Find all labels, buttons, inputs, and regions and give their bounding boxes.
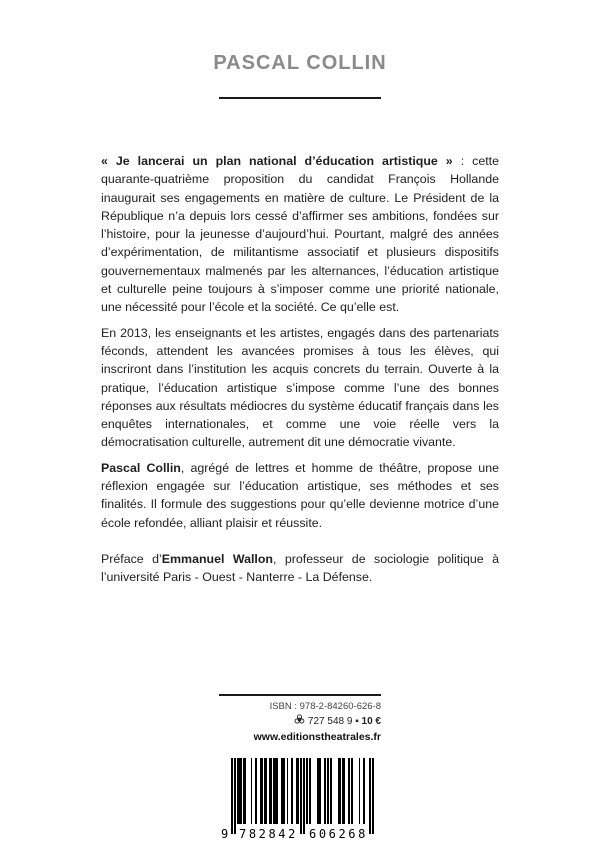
blurb-paragraph-2: En 2013, les enseignants et les artistes, engagés dans des partenariats féconds, attendent les avancées promises à tous les élèves, qui inscriront dans l’institution les acquis concrets du terrain. Ouverte à la pratique, l’éducation artistique s’impose comme l’une des bonnes réponses aux résultats médiocres du système éducatif français dans les enquêtes internationales, et comme une voie réelle vers la démocratisation culturelle, autrement dit une démocratie vivante. (101, 325, 499, 450)
barcode-bar (309, 758, 311, 824)
blurb-paragraph-3: Pascal Collin, agrégé de lettres et homme de théâtre, propose une réflexion engagée sur l’éducation artistique, ses méthodes et ses finalités. Il formule des suggestions pour qu’elle devienne motrice d’une école refondée, alliant plaisir et réussite. (101, 460, 499, 530)
product-code-number: 727 548 9 (307, 716, 353, 727)
barcode-guard-bar (300, 758, 302, 834)
barcode-bar (359, 758, 361, 824)
price-bullet: ▪ (355, 716, 359, 727)
barcode-bar (270, 758, 272, 824)
barcode-bar (284, 758, 286, 824)
barcode-bar (291, 758, 293, 824)
publication-info (219, 694, 381, 844)
barcode-bar (297, 758, 299, 824)
author-name: PASCAL COLLIN (213, 52, 387, 74)
barcode-bar (348, 758, 350, 824)
barcode-first-digit: 9 (221, 827, 229, 841)
barcode-right-group: 606268 (309, 827, 368, 841)
barcode-bar (330, 758, 332, 824)
barcode-bar (287, 758, 289, 824)
preface-note: Préface d’Emmanuel Wallon, professeur de sociologie politique à l’université Paris - Ouest - Nanterre - La Défense. (101, 551, 499, 585)
price: 10 € (361, 716, 381, 727)
barcode-bar (240, 758, 242, 824)
barcode-guard-bar (234, 758, 236, 834)
isbn: ISBN : 978-2-84260-626-8 (269, 701, 381, 712)
blurb (101, 152, 499, 594)
barcode-bar (255, 758, 257, 824)
barcode-bar (351, 758, 353, 824)
publisher-website: www.editionstheatrales.fr (253, 731, 381, 743)
barcode-bar (363, 758, 365, 824)
barcode-bar (261, 758, 263, 824)
barcode-bar (251, 758, 253, 824)
biohazard-icon (294, 714, 305, 725)
blurb-paragraph-1: « Je lancerai un plan national d’éducation artistique » : cette quarante-quatrième proposition du candidat François Hollande inaugurait ses engagements en matière de culture. Le Président de la République n’a depuis lors cessé d’affirmer ses ambitions, fondées sur l’histoire, pour la jeunesse d’aujourd’hui. Pourtant, malgré des années d’expérimentation, de militantisme associatif et plusieurs dispositifs gouvernementaux malmenés par les alternances, l’éducation artistique et culturelle peine toujours à s’imposer comme une priorité nationale, une nécessité pour l’école et la société. Ce qu’elle est. (101, 154, 499, 315)
barcode-bar (306, 758, 308, 824)
barcode-left-group: 782842 (239, 827, 298, 841)
barcode-guard-bar (231, 758, 233, 834)
barcode-guard-bar (372, 758, 374, 834)
barcode-bar (266, 758, 268, 824)
barcode-bar (245, 758, 247, 824)
product-code (219, 714, 381, 727)
barcode-guard-bar (369, 758, 371, 834)
barcode-bar (327, 758, 329, 824)
title-divider (219, 97, 381, 99)
barcode-bar (320, 758, 322, 824)
barcode-bar (276, 758, 278, 824)
barcode-bar (344, 758, 346, 824)
preface-author: Emmanuel Wallon (161, 551, 273, 566)
barcode-bar (324, 758, 326, 824)
barcode-bar (339, 758, 341, 824)
campaign-quote: « Je lancerai un plan national d’éducation artistique » (101, 154, 453, 168)
author-mention: Pascal Collin (101, 460, 181, 475)
barcode-guard-bar (303, 758, 305, 834)
